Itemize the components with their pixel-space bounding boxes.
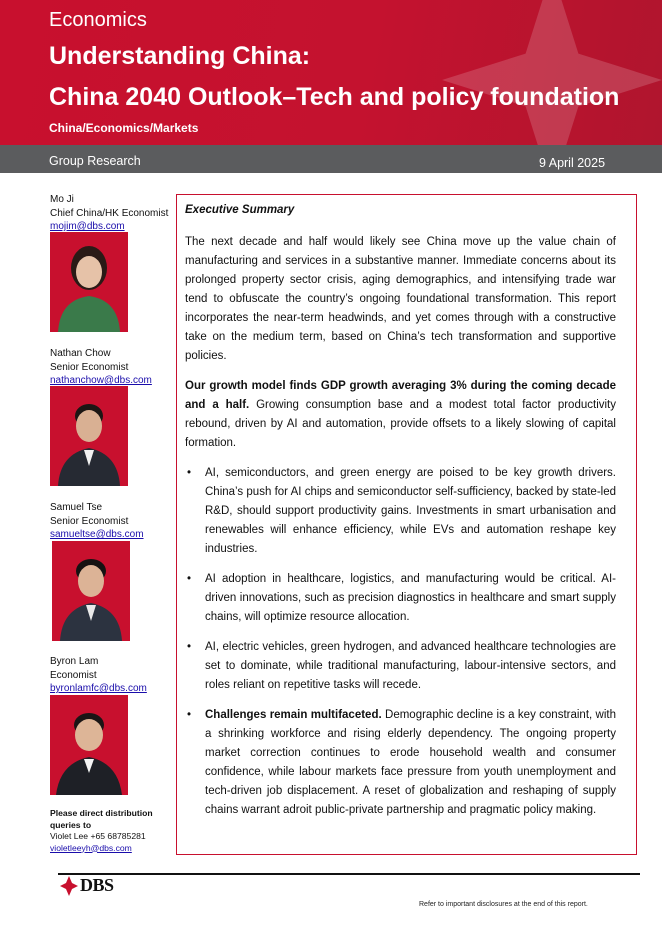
author-block xyxy=(50,347,152,388)
author-photo xyxy=(50,695,128,795)
report-date: 9 April 2025 xyxy=(539,156,606,170)
author-title: Senior Economist xyxy=(50,361,129,373)
author-photo xyxy=(50,386,128,486)
person-silhouette-icon xyxy=(50,386,128,486)
growth-model-highlight: Our growth model finds GDP growth averaging 3% during the coming decade and a half. xyxy=(185,380,616,411)
author-title: Economist xyxy=(50,669,97,681)
group-research-label: Group Research xyxy=(49,154,141,168)
bullet-text: Demographic decline is a key constraint, with a shrinking workforce and rising elderly dependency. The ongoing property market correction continues to erode household wealth and consumer confidence, while labour markets face pressure from youth unemployment and tech-driven job displacement. A reset of globalization and reshaping of supply chains warrant adroit public-private partnership and pragmatic policy making. xyxy=(205,709,616,816)
bullet-icon: • xyxy=(187,709,192,721)
summary-bullet xyxy=(185,638,616,695)
executive-summary-box xyxy=(176,194,637,855)
report-header xyxy=(0,0,662,145)
executive-summary-title: Executive Summary xyxy=(185,204,295,216)
summary-bullet xyxy=(185,570,616,627)
author-email-link[interactable]: mojim@dbs.com xyxy=(50,221,125,232)
author-email-link[interactable]: samueltse@dbs.com xyxy=(50,529,144,540)
report-title-line2: China 2040 Outlook–Tech and policy foundation xyxy=(49,83,620,111)
research-band xyxy=(0,145,662,173)
report-category: Economics xyxy=(49,9,147,31)
author-title: Chief China/HK Economist xyxy=(50,207,169,219)
report-title-line1: Understanding China: xyxy=(49,42,311,70)
distribution-label: Please direct distribution queries to xyxy=(50,808,153,830)
disclosure-note: Refer to important disclosures at the end of this report. xyxy=(419,901,588,908)
bullet-icon: • xyxy=(187,641,192,653)
summary-paragraph xyxy=(185,377,616,453)
author-photo xyxy=(52,541,130,641)
author-name: Nathan Chow xyxy=(50,348,111,359)
author-block xyxy=(50,193,168,234)
dbs-star-watermark-icon xyxy=(422,0,662,145)
author-block xyxy=(50,501,144,542)
bullet-icon: • xyxy=(187,467,192,479)
footer-divider xyxy=(58,873,640,875)
author-photo xyxy=(50,232,128,332)
distribution-queries xyxy=(50,808,170,854)
summary-bullet xyxy=(185,706,616,820)
summary-bullet xyxy=(185,464,616,559)
distribution-email-link[interactable]: violetleeyh@dbs.com xyxy=(50,842,132,853)
growth-model-text: Growing consumption base and a modest total factor productivity rebound, driven by AI and automation, provide offsets to a likely slowing of capital formation. xyxy=(185,399,616,449)
person-silhouette-icon xyxy=(50,232,128,332)
bullet-text: AI, semiconductors, and green energy are poised to be key growth drivers. China’s push for AI chips and semiconductor self-sufficiency, backed by state-led R&D, should support productivity gains. Investments in smart urbanisation and renewables will enhance efficiency, while EVs and automation reshape key industries. xyxy=(205,467,616,555)
bullet-text: AI adoption in healthcare, logistics, and manufacturing would be critical. AI-driven innovations, such as precision diagnostics in healthcare and smart supply chains, will optimize resource allocation. xyxy=(205,573,616,623)
author-block xyxy=(50,655,147,696)
author-name: Mo Ji xyxy=(50,194,74,205)
distribution-contact: Violet Lee +65 68785281 xyxy=(50,831,146,841)
bullet-highlight: Challenges remain multifaceted. xyxy=(205,709,382,721)
author-email-link[interactable]: byronlamfc@dbs.com xyxy=(50,683,147,694)
dbs-logo-icon xyxy=(60,876,78,896)
author-name: Byron Lam xyxy=(50,656,99,667)
author-name: Samuel Tse xyxy=(50,502,103,513)
bullet-icon: • xyxy=(187,573,192,585)
dbs-logo-text: DBS xyxy=(80,875,114,895)
author-title: Senior Economist xyxy=(50,515,129,527)
person-silhouette-icon xyxy=(52,541,130,641)
author-email-link[interactable]: nathanchow@dbs.com xyxy=(50,375,152,386)
person-silhouette-icon xyxy=(50,695,128,795)
breadcrumb: China/Economics/Markets xyxy=(49,121,199,135)
summary-bullet-list xyxy=(185,464,616,820)
summary-paragraph: The next decade and half would likely see China move up the value chain of manufacturing and services in a substantive manner. Immediate concerns about its prolonged property sector crisis, aging demographics, and intensifying trade war tend to obfuscate the country’s ongoing foundational transformation. This report incorporates the near-term headwinds, and yet comes through with a constructive take on the medium term, based on China’s tech transformation and supportive policies. xyxy=(185,236,616,362)
bullet-text: AI, electric vehicles, green hydrogen, and advanced healthcare technologies are set to dominate, while traditional manufacturing, labour-intensive sectors, and roles reliant on repetitive tasks will recede. xyxy=(205,641,616,691)
